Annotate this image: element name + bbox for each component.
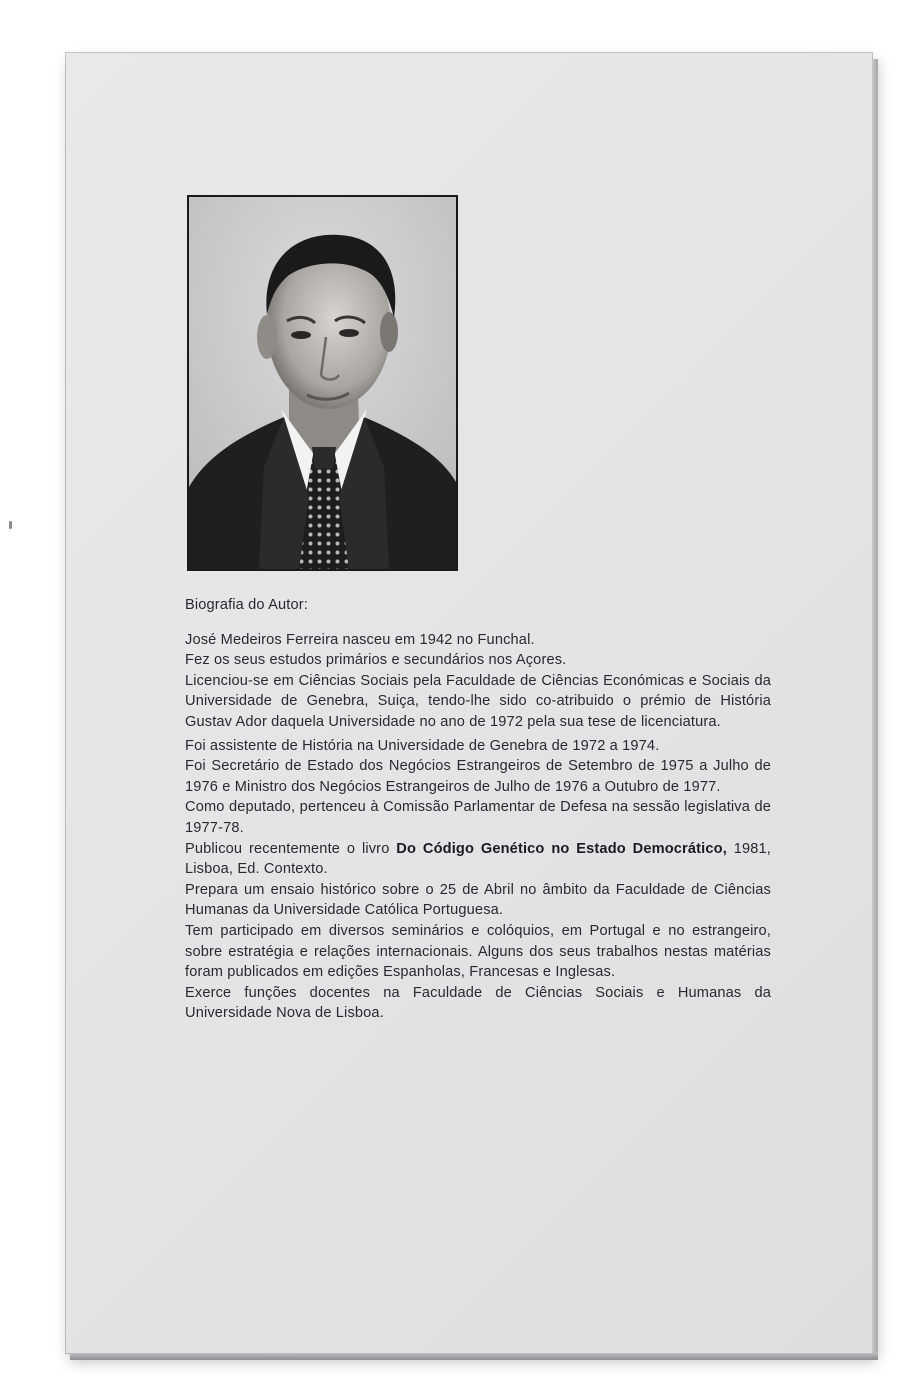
book-title: Do Código Genético no Estado Democrático, [396, 840, 727, 857]
bio-paragraph-studies: Fez os seus estudos primários e secundários nos Açores. [185, 652, 567, 669]
author-photo [187, 195, 458, 571]
book-back-cover [66, 53, 872, 1353]
publication-prefix: Publicou recentemente o livro [185, 840, 397, 857]
publication-suffix: 1981, Lisboa, Ed. Contexto. [185, 840, 771, 878]
paper-speck [9, 521, 12, 529]
bio-paragraph-essay: Prepara um ensaio histórico sobre o 25 de Abril no âmbito da Faculdade de Ciências Humanas da Universidade Católica Portuguesa. [185, 881, 771, 919]
bio-paragraph-degree: Licenciou-se em Ciências Sociais pela Faculdade de Ciências Económicas e Sociais da Universidade de Genebra, Suiça, tendo-lhe sido co-atribuido o prémio de História Gustav Ador daquela Universidade no ano de 1972 pela sua tese de licenciatura. [185, 672, 771, 730]
author-biography [185, 595, 771, 1024]
bio-paragraph-deputy: Como deputado, pertenceu à Comissão Parlamentar de Defesa na sessão legislativa de 1977-78. [185, 799, 771, 836]
bio-paragraph-teaching: Exerce funções docentes na Faculdade de Ciências Sociais e Humanas da Universidade Nova de Lisboa. [185, 984, 771, 1022]
bio-paragraph-publication [185, 839, 771, 880]
cover-edge-right [872, 59, 878, 1353]
bio-paragraph-assistant: Foi assistente de História na Universidade de Genebra de 1972 a 1974. [185, 737, 660, 754]
biography-heading: Biografia do Autor: [185, 597, 308, 613]
bio-paragraph-seminars: Tem participado em diversos seminários e colóquios, em Portugal e no estrangeiro, sobre estratégia e relações internacionais. Alguns dos seus trabalhos nestas matérias foram publicados em edições Espanholas, Francesas e Inglesas. [185, 922, 771, 981]
cover-edge-bottom [70, 1353, 878, 1360]
bio-paragraph-birth: José Medeiros Ferreira nasceu em 1942 no Funchal. [185, 631, 535, 648]
bio-paragraph-government: Foi Secretário de Estado dos Negócios Estrangeiros de Setembro de 1975 a Julho de 1976 e Ministro dos Negócios Estrangeiros de Julho de 1976 a Outubro de 1977. [185, 758, 771, 795]
author-portrait-image [189, 197, 456, 569]
